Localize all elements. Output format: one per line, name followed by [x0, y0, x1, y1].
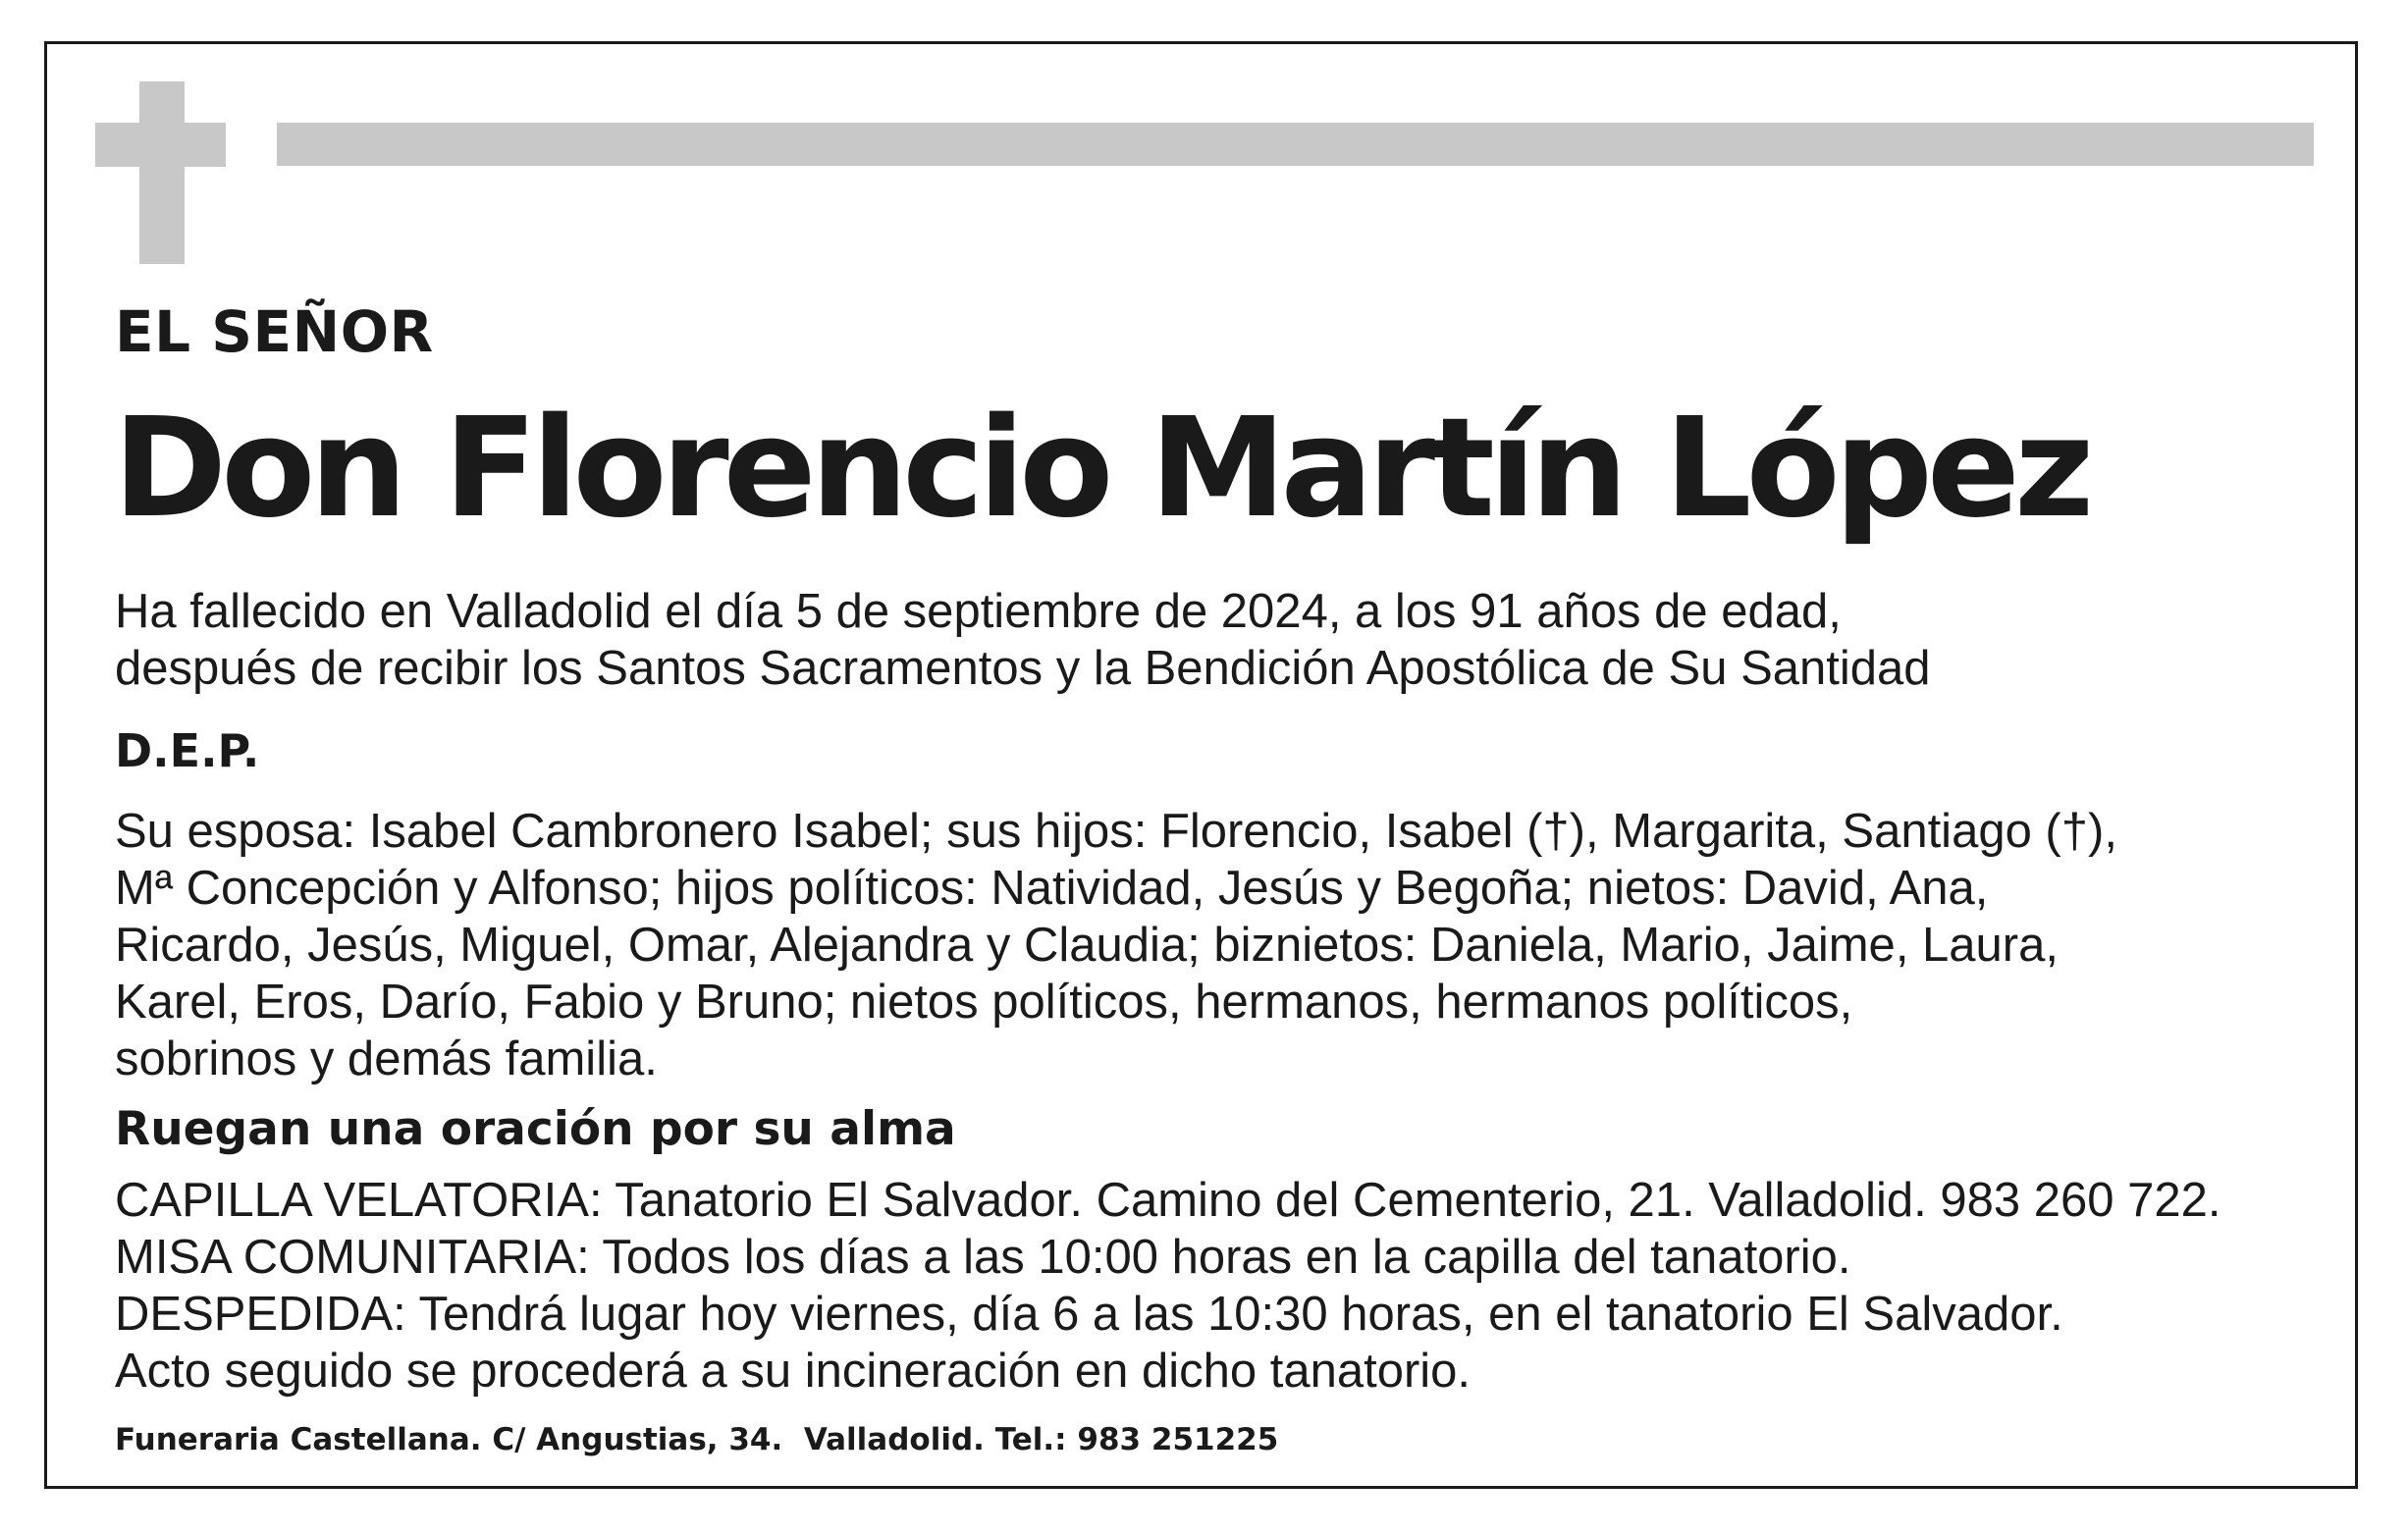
funeral-home-footer: Funeraria Castellana. C/ Angustias, 34. Valladolid. Tel.: 983 251225 — [115, 1422, 1279, 1457]
cross-icon-vertical — [139, 81, 185, 264]
family-line: sobrinos y demás familia. — [115, 1032, 658, 1085]
service-line: DESPEDIDA: Tendrá lugar hoy viernes, día 6 a las 10:30 horas, en el tanatorio El Salvador. — [115, 1288, 2063, 1341]
family-line: Su esposa: Isabel Cambronero Isabel; sus hijos: Florencio, Isabel (†), Margarita, Santiago (†), — [115, 805, 2117, 858]
service-line: MISA COMUNITARIA: Todos los días a las 10:00 horas en la capilla del tanatorio. — [115, 1231, 1851, 1284]
service-line: CAPILLA VELATORIA: Tanatorio El Salvador. Camino del Cementerio, 21. Valladolid. 983 260 722. — [115, 1174, 2221, 1227]
deceased-name: Don Florencio Martín López — [113, 389, 2089, 549]
death-announcement — [115, 583, 1931, 697]
family-line: Mª Concepción y Alfonso; hijos políticos: Natividad, Jesús y Begoña; nietos: David, Ana, — [115, 862, 1989, 915]
prayer-request: Ruegan una oración por su alma — [115, 1102, 956, 1156]
header-rule — [277, 123, 2314, 166]
service-details — [115, 1172, 2221, 1400]
family-line: Karel, Eros, Darío, Fabio y Bruno; nietos políticos, hermanos, hermanos políticos, — [115, 976, 1853, 1029]
honorific: EL SEÑOR — [115, 298, 434, 365]
family-list — [115, 803, 2117, 1087]
announcement-line: después de recibir los Santos Sacramentos y la Bendición Apostólica de Su Santidad — [115, 642, 1931, 695]
announcement-line: Ha fallecido en Valladolid el día 5 de septiembre de 2024, a los 91 años de edad, — [115, 585, 1842, 638]
family-line: Ricardo, Jesús, Miguel, Omar, Alejandra y Claudia; biznietos: Daniela, Mario, Jaime, Laura, — [115, 919, 2059, 972]
cross-icon-horizontal — [95, 123, 226, 167]
service-line: Acto seguido se procederá a su incineración en dicho tanatorio. — [115, 1345, 1472, 1398]
rip-mark: D.E.P. — [115, 724, 260, 777]
